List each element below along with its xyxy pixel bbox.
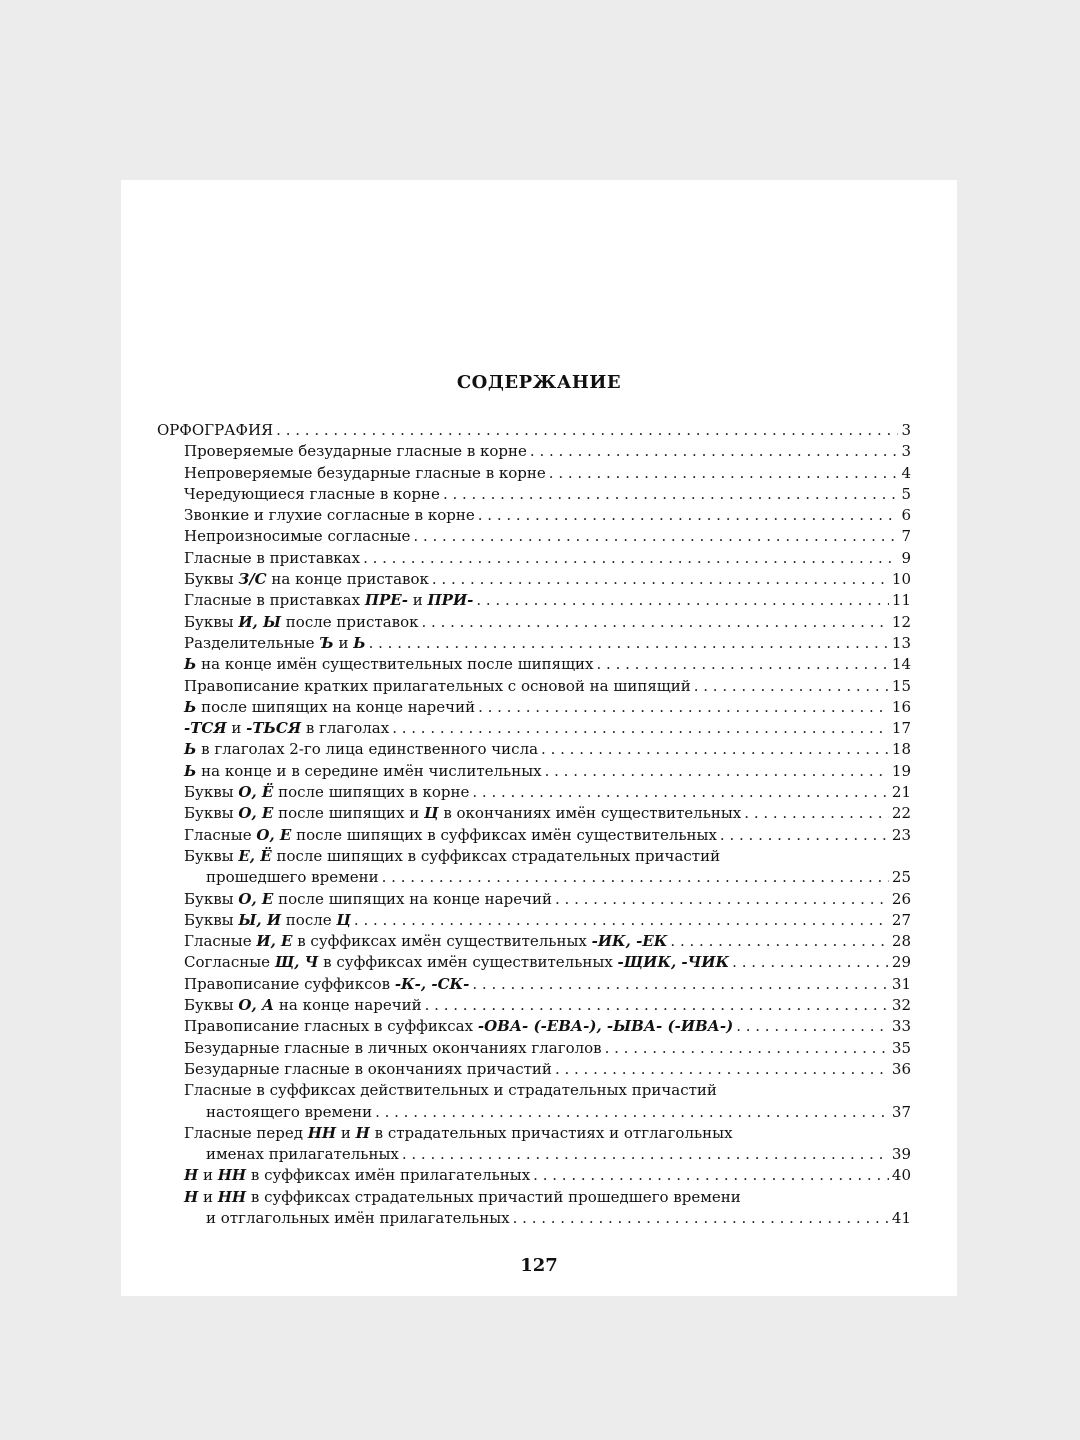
label-text: Буквы	[184, 996, 239, 1015]
toc-entry	[157, 803, 911, 824]
toc-entry-continuation-label: прошедшего времени	[206, 868, 379, 887]
dot-leader	[533, 1165, 889, 1186]
label-text: Чередующиеся гласные в корне	[184, 484, 440, 503]
toc-entry	[157, 548, 911, 569]
label-text: в суффиксах имён существительных	[292, 932, 592, 951]
dot-leader	[369, 633, 889, 654]
label-text: на конце имён существительных после шипящих	[196, 655, 594, 674]
toc-entry-label	[184, 590, 473, 611]
toc-entry-page: 35	[891, 1038, 911, 1057]
highlighted-letters: ПРЕ-	[364, 591, 408, 610]
toc-entry	[157, 1059, 911, 1080]
toc-entry-label	[184, 782, 469, 803]
highlighted-letters: Ь	[184, 761, 197, 780]
book-page	[121, 180, 957, 1296]
toc-entry-page: 3	[901, 442, 911, 461]
label-text: Гласные	[184, 825, 257, 844]
highlighted-letters: О, Е	[238, 804, 274, 823]
highlighted-letters: Н	[184, 1166, 199, 1185]
label-text: после шипящих на конце наречий	[273, 889, 553, 908]
highlighted-letters: Ь	[184, 740, 197, 759]
label-text: на конце приставок	[266, 570, 429, 589]
toc-entry-page: 16	[891, 697, 911, 716]
toc-entry-label	[184, 1038, 602, 1059]
toc-entry-label	[184, 612, 419, 633]
highlighted-letters: Н	[355, 1123, 370, 1142]
toc-entry-page: 9	[901, 548, 911, 567]
label-text: Буквы	[184, 804, 239, 823]
dot-leader	[432, 569, 889, 590]
label-text: Правописание суффиксов	[184, 974, 395, 993]
toc-entry	[157, 761, 911, 782]
label-text: в суффиксах имён прилагательных	[246, 1166, 531, 1185]
toc-entry	[157, 505, 911, 526]
highlighted-letters: Ъ	[319, 633, 334, 652]
dot-leader	[670, 931, 888, 952]
toc-entry-continuation-label: настоящего времени	[206, 1102, 373, 1121]
toc-entry	[157, 889, 911, 910]
highlighted-letters: Ь	[184, 697, 197, 716]
dot-leader	[694, 676, 889, 697]
label-text: Гласные в приставках	[184, 591, 365, 610]
highlighted-letters: НН	[307, 1123, 337, 1142]
toc-entry-page: 28	[891, 932, 911, 951]
toc-entry-page: 15	[891, 676, 911, 695]
label-text: после	[281, 910, 337, 929]
dot-leader	[549, 463, 898, 484]
toc-entry-label	[184, 633, 366, 654]
toc-section	[157, 420, 911, 441]
dot-leader	[736, 1016, 889, 1037]
dot-leader	[413, 526, 898, 547]
page-title: СОДЕРЖАНИЕ	[456, 372, 622, 393]
label-text: и	[198, 1187, 218, 1206]
toc-entry-label	[184, 569, 429, 590]
toc-entry	[157, 526, 911, 547]
toc-entry-label	[184, 654, 594, 675]
highlighted-letters: И, Е	[256, 932, 293, 951]
label-text: Разделительные	[184, 633, 320, 652]
label-text: Буквы	[184, 910, 239, 929]
highlighted-letters: -ОВА- (-ЕВА-), -ЫВА- (-ИВА-)	[477, 1017, 734, 1036]
highlighted-letters: -ИК, -ЕК	[591, 932, 668, 951]
toc-entry-page: 10	[891, 570, 911, 589]
highlighted-letters: О, А	[238, 996, 275, 1015]
highlighted-letters: О, Ё	[238, 783, 274, 802]
label-text: Гласные в приставках	[184, 548, 361, 567]
toc-entry	[157, 676, 911, 697]
toc-entry-page: 21	[891, 783, 911, 802]
toc-entry-page: 5	[901, 484, 911, 503]
toc-entry-page: 14	[891, 655, 911, 674]
label-text: в глаголах	[301, 719, 390, 738]
toc-entry-page: 39	[891, 1145, 911, 1164]
toc-entry-label	[184, 1123, 733, 1144]
highlighted-letters: НН	[217, 1166, 247, 1185]
dot-leader	[513, 1208, 889, 1229]
dot-leader	[443, 484, 898, 505]
toc-entry	[157, 952, 911, 973]
dot-leader	[545, 761, 889, 782]
toc-entry-continuation-label: и отглагольных имён прилагательных	[206, 1208, 510, 1227]
toc-entry	[157, 910, 911, 931]
label-text: Согласные	[184, 953, 275, 972]
toc-entry-label	[184, 910, 351, 931]
highlighted-letters: Ц	[424, 804, 439, 823]
dot-leader	[425, 995, 889, 1016]
toc-entry-page: 6	[901, 506, 911, 525]
label-text: и	[407, 591, 428, 610]
toc-entry-page: 23	[891, 825, 911, 844]
toc-entry-page: 22	[891, 804, 911, 823]
dot-leader	[422, 612, 889, 633]
toc-entry-label	[184, 526, 410, 547]
label-text: после шипящих на конце наречий	[196, 697, 476, 716]
toc-entry	[157, 931, 911, 952]
toc-entry-label	[184, 889, 552, 910]
label-text: и	[333, 633, 354, 652]
toc-entry-label	[184, 548, 360, 569]
highlighted-letters: -ТСЯ	[184, 719, 227, 738]
label-text: в глаголах 2-го лица единственного числа	[196, 740, 539, 759]
dot-leader	[530, 441, 898, 462]
label-text: Гласные в суффиксах действительных и страдательных причастий	[184, 1081, 717, 1100]
highlighted-letters: -ЩИК, -ЧИК	[617, 953, 730, 972]
dot-leader	[478, 697, 889, 718]
dot-leader	[605, 1038, 889, 1059]
label-text: после приставок	[281, 612, 419, 631]
toc-entry-page: 19	[891, 761, 911, 780]
toc-entry-label	[184, 995, 422, 1016]
highlighted-letters: О, Е	[256, 825, 292, 844]
label-text: Буквы	[184, 570, 239, 589]
highlighted-letters: ПРИ-	[427, 591, 474, 610]
toc-entry-page: 31	[891, 974, 911, 993]
toc-entry	[157, 590, 911, 611]
toc-entry	[157, 846, 911, 867]
highlighted-letters: -К-, -СК-	[394, 974, 470, 993]
highlighted-letters: -ТЬСЯ	[246, 719, 302, 738]
toc-entry-page: 11	[891, 591, 911, 610]
label-text: Безударные гласные в окончаниях причастий	[184, 1059, 552, 1078]
toc-entry	[157, 612, 911, 633]
label-text: Безударные гласные в личных окончаниях глаголов	[184, 1038, 602, 1057]
highlighted-letters: Н	[184, 1187, 199, 1206]
label-text: после шипящих и	[273, 804, 425, 823]
toc-entry-label	[184, 1187, 741, 1208]
dot-leader	[354, 910, 889, 931]
toc-entry-label	[184, 463, 546, 484]
dot-leader	[720, 825, 889, 846]
toc-entry-page: 36	[891, 1059, 911, 1078]
toc-entry-page: 7	[901, 527, 911, 546]
highlighted-letters: Щ, Ч	[274, 953, 319, 972]
dot-leader	[744, 803, 889, 824]
page-number: 127	[520, 1255, 558, 1276]
label-text: в окончаниях имён существительных	[438, 804, 742, 823]
toc-entry-label	[184, 952, 729, 973]
toc-section-page: 3	[901, 421, 911, 439]
label-text: Непроверяемые безударные гласные в корне	[184, 463, 546, 482]
toc-entry-page: 25	[891, 868, 911, 887]
toc-entry-label	[184, 931, 667, 952]
label-text: на конце и в середине имён числительных	[196, 761, 542, 780]
label-text: Звонкие и глухие согласные в корне	[184, 506, 475, 525]
table-of-contents	[157, 420, 911, 1229]
highlighted-letters: Е, Ё	[238, 846, 272, 865]
toc-entry-page: 33	[891, 1017, 911, 1036]
toc-entry-label	[184, 803, 741, 824]
toc-entry-continuation	[157, 1144, 911, 1165]
highlighted-letters: Ь	[184, 655, 197, 674]
dot-leader	[555, 889, 889, 910]
dot-leader	[478, 505, 898, 526]
toc-entry-page: 41	[891, 1208, 911, 1227]
toc-entry-label	[184, 676, 691, 697]
toc-entry-label	[184, 718, 389, 739]
dot-leader	[392, 718, 889, 739]
dot-leader	[382, 867, 889, 888]
toc-entry-page: 29	[891, 953, 911, 972]
toc-entry	[157, 1123, 911, 1144]
toc-entry-label	[184, 441, 527, 462]
toc-entry	[157, 463, 911, 484]
toc-entry-continuation	[157, 1102, 911, 1123]
label-text: после шипящих в суффиксах имён существительных	[291, 825, 717, 844]
dot-leader	[375, 1102, 889, 1123]
toc-entry-page: 18	[891, 740, 911, 759]
toc-entry-page: 13	[891, 633, 911, 652]
toc-entry-label	[184, 484, 440, 505]
highlighted-letters: Ы, И	[238, 910, 282, 929]
toc-entry	[157, 697, 911, 718]
toc-entry	[157, 484, 911, 505]
toc-entry-page: 32	[891, 996, 911, 1015]
toc-entry-page: 27	[891, 910, 911, 929]
toc-entry-continuation-label: именах прилагательных	[206, 1145, 399, 1164]
label-text: и	[336, 1123, 356, 1142]
toc-entry-label	[184, 1016, 733, 1037]
toc-entry-label	[184, 761, 542, 782]
label-text: Непроизносимые согласные	[184, 527, 411, 546]
label-text: Правописание кратких прилагательных с основой на шипящий	[184, 676, 691, 695]
toc-entry	[157, 1038, 911, 1059]
label-text: и	[226, 719, 247, 738]
toc-entry	[157, 825, 911, 846]
toc-entry	[157, 782, 911, 803]
dot-leader	[363, 548, 898, 569]
toc-entry-label	[184, 1080, 717, 1101]
label-text: Буквы	[184, 889, 239, 908]
highlighted-letters: И, Ы	[238, 612, 282, 631]
toc-entry	[157, 1080, 911, 1101]
toc-entry	[157, 633, 911, 654]
toc-entry	[157, 1165, 911, 1186]
label-text: в суффиксах страдательных причастий прошедшего времени	[246, 1187, 741, 1206]
highlighted-letters: Ц	[336, 910, 351, 929]
highlighted-letters: НН	[217, 1187, 247, 1206]
toc-entry	[157, 569, 911, 590]
label-text: Буквы	[184, 846, 239, 865]
label-text: в суффиксах имён существительных	[318, 953, 618, 972]
label-text: Правописание гласных в суффиксах	[184, 1017, 478, 1036]
toc-entry-continuation	[157, 1208, 911, 1229]
toc-entry-page: 37	[891, 1102, 911, 1121]
label-text: Проверяемые безударные гласные в корне	[184, 442, 527, 461]
toc-entries	[157, 441, 911, 1229]
toc-entry	[157, 1016, 911, 1037]
toc-entry-page: 4	[901, 463, 911, 482]
toc-entry	[157, 995, 911, 1016]
dot-leader	[472, 974, 889, 995]
dot-leader	[555, 1059, 889, 1080]
label-text: Гласные перед	[184, 1123, 308, 1142]
dot-leader	[732, 952, 889, 973]
toc-entry-page: 26	[891, 889, 911, 908]
dot-leader	[476, 590, 889, 611]
toc-entry-label	[184, 846, 720, 867]
toc-entry-label	[184, 1165, 530, 1186]
dot-leader	[472, 782, 889, 803]
dot-leader	[402, 1144, 889, 1165]
toc-entry-page: 17	[891, 719, 911, 738]
toc-entry-label	[184, 1059, 552, 1080]
toc-entry	[157, 1187, 911, 1208]
toc-entry-label	[184, 825, 717, 846]
label-text: после шипящих в суффиксах страдательных причастий	[271, 846, 721, 865]
toc-entry-label	[184, 974, 469, 995]
toc-entry	[157, 718, 911, 739]
dot-leader	[276, 420, 898, 441]
toc-entry-label	[184, 739, 538, 760]
highlighted-letters: З/С	[238, 570, 267, 589]
dot-leader	[597, 654, 889, 675]
toc-entry	[157, 654, 911, 675]
label-text: Буквы	[184, 783, 239, 802]
toc-section-label: ОРФОГРАФИЯ	[157, 421, 274, 439]
label-text: Буквы	[184, 612, 239, 631]
label-text: на конце наречий	[274, 996, 422, 1015]
toc-entry-label	[184, 505, 475, 526]
label-text: после шипящих в корне	[273, 783, 470, 802]
toc-entry	[157, 441, 911, 462]
label-text: в страдательных причастиях и отглагольных	[369, 1123, 733, 1142]
toc-entry	[157, 974, 911, 995]
toc-entry	[157, 739, 911, 760]
toc-entry-label	[184, 697, 475, 718]
highlighted-letters: О, Е	[238, 889, 274, 908]
label-text: Гласные	[184, 932, 257, 951]
toc-entry-page: 40	[891, 1166, 911, 1185]
toc-entry-continuation	[157, 867, 911, 888]
highlighted-letters: Ь	[353, 633, 366, 652]
label-text: и	[198, 1166, 218, 1185]
toc-entry-page: 12	[891, 612, 911, 631]
dot-leader	[541, 739, 889, 760]
